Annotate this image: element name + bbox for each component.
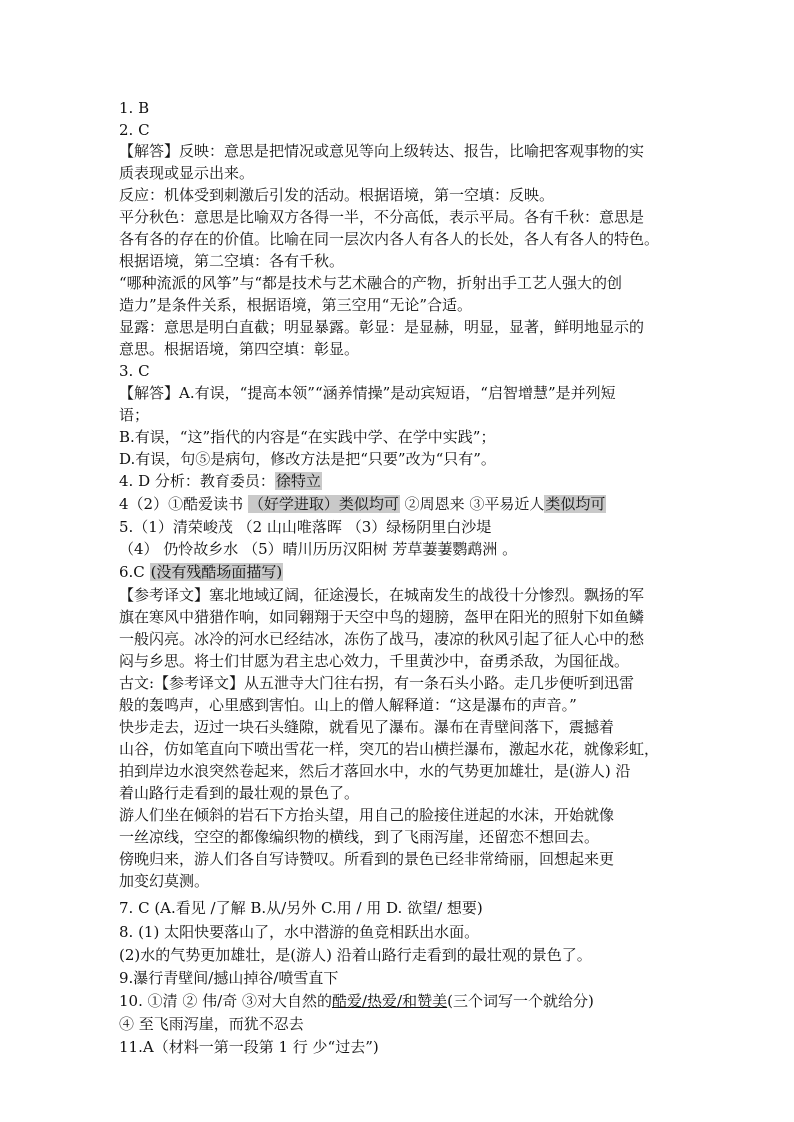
line-4: 质表现或显示出来。 [119, 164, 255, 182]
line-8: 根据语境，第二空填：各有千秋。 [119, 252, 345, 270]
line-3: 【解答】反映：意思是把情况或意见等向上级转达、报告，比喻把客观事物的实 [119, 142, 645, 160]
q4-answer-line [119, 470, 322, 492]
line-15: 语； [119, 406, 150, 424]
translation-line-3: 一般闪亮。冰冷的河水已经结冰，冻伤了战马，凄凉的秋风引起了征人心中的愁 [119, 630, 645, 648]
q10-line-2: ④ 至飞雨泻崖，而犹不忍去 [119, 1015, 304, 1033]
line-11: 显露：意思是明白直截；明显暴露。彰显：是显赫，明显，显著，鲜明地显示的 [119, 318, 645, 336]
translation-line-13: 傍晚归来，游人们各自写诗赞叹。所看到的景色已经非常绮丽，回想起来更 [119, 850, 615, 868]
q4-prefix: 4. D 分析：教育委员： [119, 472, 275, 490]
q4-2-middle: ②周恩来 ③平易近人 [399, 495, 545, 513]
translation-line-2: 旗在寒风中猎猎作响，如同翱翔于天空中鸟的翅膀，盔甲在阳光的照射下如鱼鳞 [119, 608, 645, 626]
q4-2-highlight-1: （好学进取）类似均可 [248, 495, 399, 513]
q6-prefix: 6.C [119, 563, 150, 581]
q7-line: 7. C (A.看见 /了解 B.从/另外 C.用 / 用 D. 欲望/ 想要) [119, 899, 483, 917]
line-9: “哪种流派的风筝”与“都是技术与艺术融合的产物，折射出手工艺人强大的创 [119, 274, 623, 292]
q6-line [119, 561, 283, 583]
translation-line-5: 古文:【参考译文】从五泄寺大门往右拐，有一条石头小路。走几步便听到迅雷 [119, 674, 635, 692]
q8-line-2: (2)水的气势更加雄壮，是(游人) 沿着山路行走看到的最壮观的景色了。 [119, 946, 592, 964]
q4-2-prefix: 4（2）①酷爱读书 [119, 495, 248, 513]
q10-prefix: 10. ①清 ② 伟/奇 ③对大自然的 [119, 992, 332, 1010]
line-13: 3. C [119, 362, 150, 380]
line-2: 2. C [119, 121, 150, 139]
q6-highlight: (没有残酷场面描写) [150, 563, 283, 581]
translation-line-4: 闷与乡思。将士们甘愿为君主忠心效力，千里黄沙中，奋勇杀敌，为国征战。 [119, 652, 630, 670]
translation-line-14: 加变幻莫测。 [119, 872, 210, 890]
translation-line-10: 着山路行走看到的最壮观的景色了。 [119, 784, 360, 802]
translation-line-9: 拍到岸边水浪突然卷起来，然后才落回水中，水的气势更加雄壮，是(游人) 沿 [119, 762, 631, 780]
line-12: 意思。根据语境，第四空填：彰显。 [119, 340, 360, 358]
line-14: 【解答】A.有误，“提高本领”“涵养情操”是动宾短语，“启智增慧”是并列短 [119, 384, 616, 402]
q10-underlined: 酷爱/热爱/和赞美 [331, 992, 448, 1010]
q4-highlight: 徐特立 [275, 472, 321, 490]
q5-line-1: 5.（1）清荣峻茂 （2 山山唯落晖 （3）绿杨阴里白沙堤 [119, 518, 492, 536]
line-1: 1. B [119, 99, 150, 117]
q4-2-highlight-2: 类似均可 [545, 495, 606, 513]
translation-line-6: 般的轰鸣声，心里感到害怕。山上的僧人解释道：“这是瀑布的声音。” [119, 696, 577, 714]
translation-line-12: 一丝凉线，空空的都像编织物的横线，到了飞雨泻崖，还留恋不想回去。 [119, 828, 600, 846]
q10-suffix: (三个词写一个就给分) [447, 992, 594, 1010]
translation-line-11: 游人们坐在倾斜的岩石下方抬头望，用自己的脸接住迸起的水沫，开始就像 [119, 806, 615, 824]
q11-line: 11.A（材料一第一段第 1 行 少“过去”) [119, 1038, 379, 1056]
translation-line-7: 快步走去，迈过一块石头缝隙，就看见了瀑布。瀑布在青壁间落下，震撼着 [119, 718, 615, 736]
line-16: B.有误，“这”指代的内容是“在实践中学、在学中实践”； [119, 428, 496, 446]
line-5: 反应：机体受到刺激后引发的活动。根据语境，第一空填：反映。 [119, 186, 555, 204]
line-6: 平分秋色：意思是比喻双方各得一半，不分高低，表示平局。各有千秋：意思是 [119, 208, 645, 226]
q10-line [119, 990, 594, 1012]
q9-line: 9.瀑行青壁间/撼山掉谷/喷雪直下 [119, 969, 339, 987]
translation-line-1: 【参考译文】塞北地域辽阔，征途漫长，在城南发生的战役十分惨烈。飘扬的军 [119, 586, 645, 604]
translation-line-8: 山谷，仿如笔直向下喷出雪花一样，突兀的岩山横拦瀑布，激起水花，就像彩虹， [119, 740, 660, 758]
q5-line-2: （4） 仍怜故乡水 （5）晴川历历汉阳树 芳草萋萋鹦鹉洲 。 [119, 540, 518, 558]
line-7: 各有各的存在的价值。比喻在同一层次内各人有各人的长处，各人有各人的特色。 [119, 230, 660, 248]
q8-line-1: 8. (1) 太阳快要落山了，水中潜游的鱼竞相跃出水面。 [119, 923, 480, 941]
line-17: D.有误，句⑤是病句，修改方法是把“只要”改为“只有”。 [119, 450, 496, 468]
line-10: 造力”是条件关系，根据语境，第三空用“无论”合适。 [119, 296, 473, 314]
q4-2-line [119, 493, 606, 515]
